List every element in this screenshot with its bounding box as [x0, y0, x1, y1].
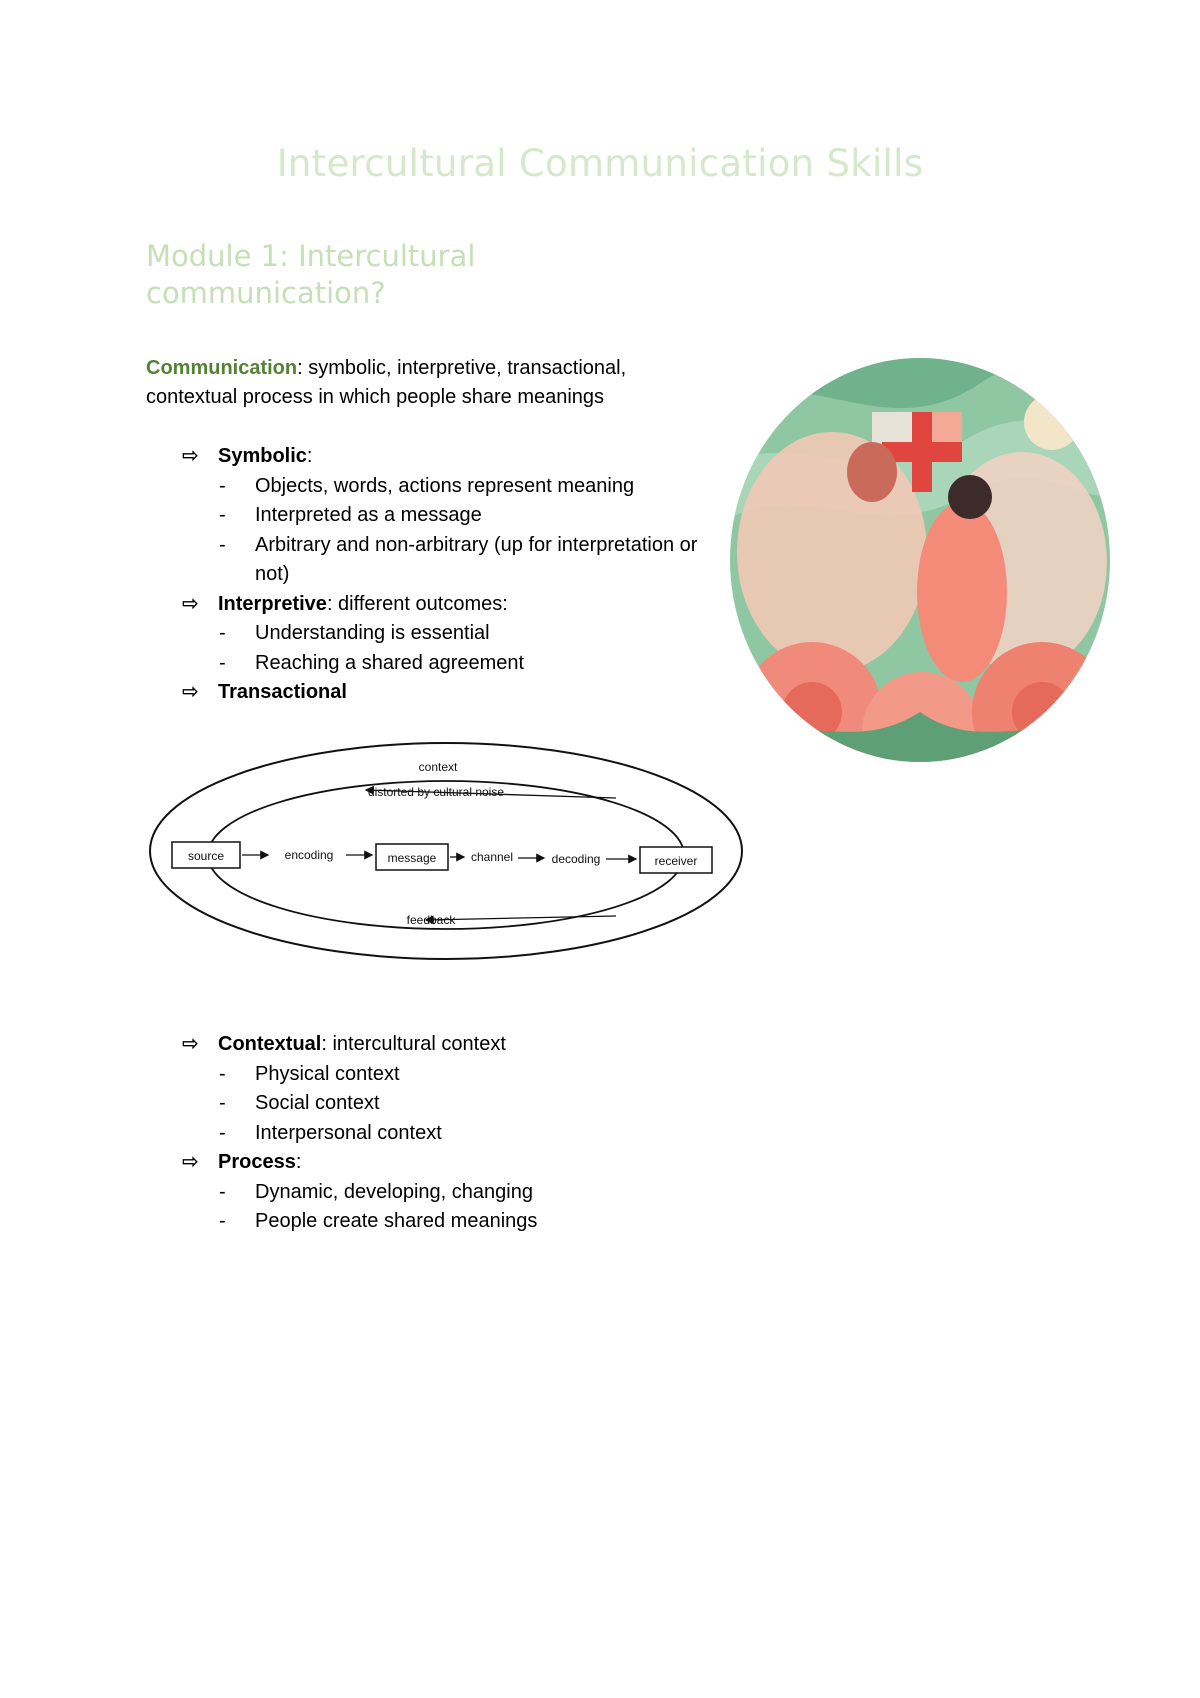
list-item-text: Social context	[255, 1092, 380, 1114]
list-item-text: Dynamic, developing, changing	[255, 1180, 533, 1203]
list-item-process	[146, 1148, 706, 1178]
arrow-bullet-icon: ⇨	[182, 1151, 199, 1173]
list-item	[146, 531, 706, 590]
dash-bullet-icon: -	[219, 1180, 226, 1203]
aspect-label: Contextual	[218, 1033, 322, 1055]
feedback-label: feedback	[406, 913, 456, 927]
list-item-text: Interpreted as a message	[255, 504, 482, 526]
dash-bullet-icon: -	[219, 1092, 226, 1114]
dash-bullet-icon: -	[219, 474, 226, 497]
list-item	[146, 1089, 706, 1119]
list-item	[146, 1119, 706, 1149]
aspect-label: Symbolic	[218, 445, 307, 467]
aspect-suffix: :	[306, 445, 313, 467]
transactional-model-diagram	[146, 738, 746, 964]
list-item-interpretive	[146, 590, 706, 620]
definition-term: Communication	[146, 357, 298, 379]
list-item-symbolic	[146, 442, 706, 472]
message-label: message	[387, 851, 437, 865]
encoding-label: encoding	[284, 848, 334, 862]
list-item-contextual	[146, 1030, 706, 1060]
dash-bullet-icon: -	[219, 1062, 226, 1085]
aspect-label: Interpretive	[218, 592, 327, 615]
dash-bullet-icon: -	[219, 1210, 226, 1232]
channel-label: channel	[470, 850, 514, 864]
definition-text: : symbolic, interpretive, transactional, contextual process in which people share meanings	[146, 357, 627, 408]
communication-aspects-list-continued	[146, 1030, 706, 1237]
multicultural-people-illustration	[722, 292, 1118, 770]
list-item-transactional	[146, 678, 706, 708]
dash-bullet-icon: -	[219, 1121, 226, 1144]
aspect-suffix: :	[295, 1151, 302, 1173]
aspect-suffix: : different outcomes:	[326, 592, 508, 615]
dash-bullet-icon: -	[219, 533, 226, 556]
dash-bullet-icon: -	[219, 504, 226, 526]
list-item	[146, 472, 706, 502]
decoding-label: decoding	[551, 852, 601, 866]
arrow-bullet-icon: ⇨	[182, 1033, 199, 1055]
list-item-text: Interpersonal context	[255, 1121, 442, 1144]
dash-bullet-icon: -	[219, 651, 226, 674]
list-item	[146, 649, 706, 679]
context-label: context	[418, 760, 458, 774]
aspect-suffix: : intercultural context	[321, 1033, 506, 1055]
dash-bullet-icon: -	[219, 622, 226, 644]
module-heading: Module 1: Intercultural communication?	[146, 239, 476, 310]
list-item	[146, 619, 706, 649]
list-item-text: Physical context	[255, 1062, 400, 1085]
list-item-text: Reaching a shared agreement	[255, 651, 525, 674]
list-item-text: People create shared meanings	[255, 1210, 538, 1232]
list-item-text: Arbitrary and non-arbitrary (up for interpretation or not)	[255, 533, 698, 585]
document-title: Intercultural Communication Skills	[276, 142, 924, 185]
list-item-text: Understanding is essential	[255, 622, 490, 644]
aspect-label: Transactional	[218, 681, 347, 703]
noise-label: distorted by cultural noise	[367, 785, 505, 799]
communication-definition	[146, 354, 706, 412]
aspect-label: Process	[218, 1151, 296, 1173]
receiver-label: receiver	[654, 854, 698, 868]
list-item	[146, 501, 706, 531]
list-item	[146, 1178, 706, 1208]
list-item-text: Objects, words, actions represent meaning	[255, 474, 635, 497]
arrow-bullet-icon: ⇨	[182, 592, 199, 615]
list-item	[146, 1207, 706, 1237]
source-label: source	[187, 849, 225, 863]
arrow-bullet-icon: ⇨	[182, 681, 199, 703]
communication-aspects-list	[146, 442, 706, 708]
list-item	[146, 1060, 706, 1090]
arrow-bullet-icon: ⇨	[182, 445, 199, 467]
